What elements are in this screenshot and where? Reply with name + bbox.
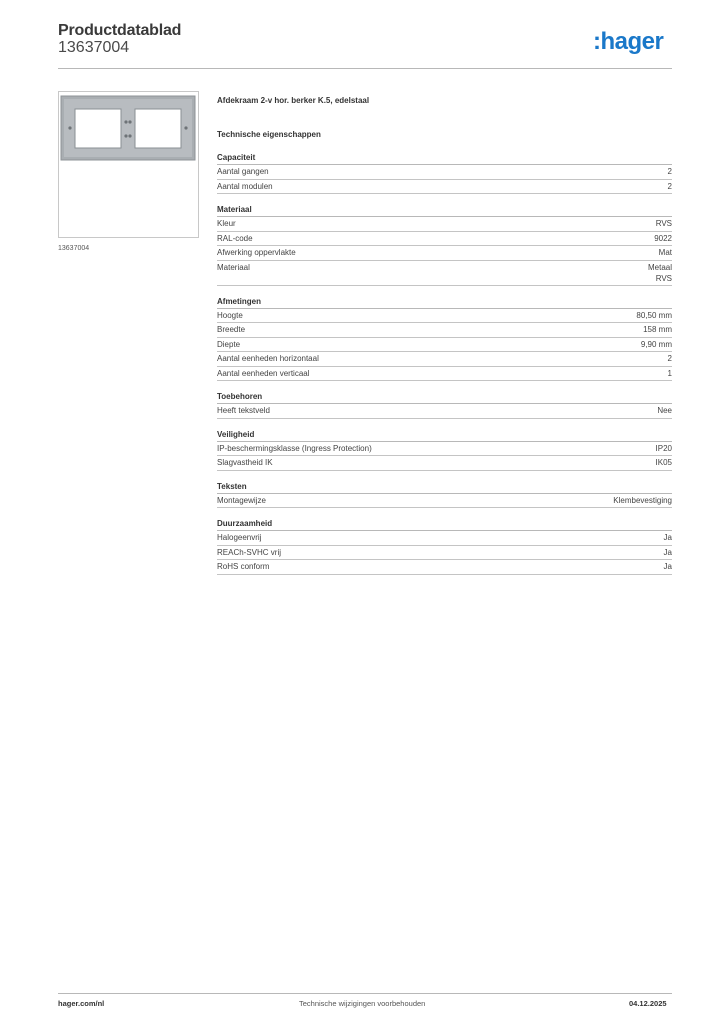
footer-disclaimer: Technische wijzigingen voorbehouden bbox=[299, 999, 426, 1008]
spec-row bbox=[217, 323, 672, 338]
article-number: 13637004 bbox=[58, 39, 130, 56]
spec-value: 1 bbox=[667, 368, 672, 378]
screw-hole bbox=[184, 126, 187, 129]
spec-value: 2 bbox=[667, 181, 672, 191]
spec-label: Montagewijze bbox=[217, 495, 266, 505]
screw-hole bbox=[124, 120, 127, 123]
hager-logo bbox=[593, 28, 663, 56]
page-title: Productdatablad bbox=[58, 22, 182, 39]
product-name: Afdekraam 2-v hor. berker K.5, edelstaal bbox=[217, 96, 370, 105]
spec-value: RVS bbox=[655, 273, 672, 283]
spec-label: Aantal eenheden horizontaal bbox=[217, 354, 319, 363]
spec-row bbox=[217, 560, 672, 575]
spec-value: Nee bbox=[657, 406, 672, 415]
spec-value: Ja bbox=[663, 547, 672, 557]
logo-colon: : bbox=[593, 28, 601, 55]
spec-value: Metaal bbox=[647, 262, 672, 272]
spec-value: 2 bbox=[667, 167, 672, 176]
spec-label: IP-beschermingsklasse (Ingress Protection) bbox=[217, 443, 372, 453]
screw-hole bbox=[128, 120, 131, 123]
section-title: Toebehoren bbox=[217, 392, 672, 404]
spec-label: Heeft tekstveld bbox=[217, 406, 270, 415]
spec-value: 9,90 mm bbox=[640, 339, 672, 349]
cover-frame-drawing bbox=[59, 92, 198, 237]
spec-row bbox=[217, 261, 672, 286]
spec-value: 2 bbox=[667, 354, 672, 363]
tech-properties-heading: Technische eigenschappen bbox=[217, 130, 321, 139]
spec-row bbox=[217, 338, 672, 353]
spec-label: Aantal modulen bbox=[217, 181, 273, 191]
image-caption: 13637004 bbox=[58, 245, 90, 252]
spec-row bbox=[217, 367, 672, 382]
spec-label: RoHS conform bbox=[217, 562, 270, 571]
spec-value: IK05 bbox=[655, 458, 672, 467]
section-afmetingen bbox=[217, 297, 672, 382]
logo-text: hager bbox=[600, 28, 664, 55]
spec-label: Slagvastheid IK bbox=[217, 458, 273, 467]
section-title: Afmetingen bbox=[217, 297, 672, 309]
spec-row bbox=[217, 246, 672, 261]
spec-row bbox=[217, 531, 672, 546]
spec-content bbox=[217, 96, 672, 586]
screw-hole bbox=[68, 126, 71, 129]
spec-label: Aantal eenheden verticaal bbox=[217, 368, 310, 378]
spec-row bbox=[217, 494, 672, 509]
spec-value: Mat bbox=[658, 248, 672, 257]
section-veiligheid bbox=[217, 430, 672, 471]
spec-value: Ja bbox=[663, 533, 672, 542]
spec-value: Klembevestiging bbox=[613, 495, 672, 505]
section-title: Duurzaamheid bbox=[217, 519, 672, 531]
header-divider bbox=[58, 68, 672, 69]
spec-value: IP20 bbox=[655, 443, 672, 453]
screw-hole bbox=[128, 134, 131, 137]
spec-label: Hoogte bbox=[217, 310, 243, 320]
footer-date: 04.12.2025 bbox=[629, 999, 667, 1008]
frame-opening-right bbox=[135, 109, 181, 148]
spec-label: Materiaal bbox=[217, 262, 250, 272]
section-title: Veiligheid bbox=[217, 430, 672, 442]
spec-row bbox=[217, 352, 672, 367]
spec-row bbox=[217, 442, 672, 457]
spec-value: RVS bbox=[655, 219, 672, 228]
section-materiaal bbox=[217, 205, 672, 286]
spec-row bbox=[217, 404, 672, 419]
spec-label: Aantal gangen bbox=[217, 167, 269, 176]
section-duurzaamheid bbox=[217, 519, 672, 575]
spec-value: 80,50 mm bbox=[636, 310, 672, 320]
spec-label: RAL-code bbox=[217, 233, 253, 243]
spec-row bbox=[217, 456, 672, 471]
spec-label: Afwerking oppervlakte bbox=[217, 248, 296, 257]
spec-row bbox=[217, 217, 672, 232]
spec-label: Diepte bbox=[217, 339, 241, 349]
section-title: Teksten bbox=[217, 482, 672, 494]
website-link[interactable]: hager.com/nl bbox=[58, 999, 105, 1008]
spec-label: REACh-SVHC vrij bbox=[217, 547, 282, 557]
spec-row bbox=[217, 309, 672, 324]
screw-hole bbox=[124, 134, 127, 137]
spec-label: Kleur bbox=[217, 219, 236, 228]
section-capaciteit bbox=[217, 153, 672, 194]
spec-value: 158 mm bbox=[643, 325, 672, 334]
spec-value-group bbox=[648, 261, 672, 285]
section-toebehoren bbox=[217, 392, 672, 419]
spec-row bbox=[217, 546, 672, 561]
spec-row bbox=[217, 165, 672, 180]
frame-opening-left bbox=[75, 109, 121, 148]
spec-row bbox=[217, 232, 672, 247]
product-image bbox=[58, 91, 199, 238]
spec-value: 9022 bbox=[654, 233, 672, 243]
spec-label: Halogeenvrij bbox=[217, 533, 262, 542]
spec-row bbox=[217, 180, 672, 195]
section-title: Capaciteit bbox=[217, 153, 672, 165]
spec-value: Ja bbox=[663, 562, 672, 571]
section-teksten bbox=[217, 482, 672, 509]
spec-label: Breedte bbox=[217, 325, 246, 334]
footer-divider bbox=[58, 993, 672, 994]
section-title: Materiaal bbox=[217, 205, 672, 217]
